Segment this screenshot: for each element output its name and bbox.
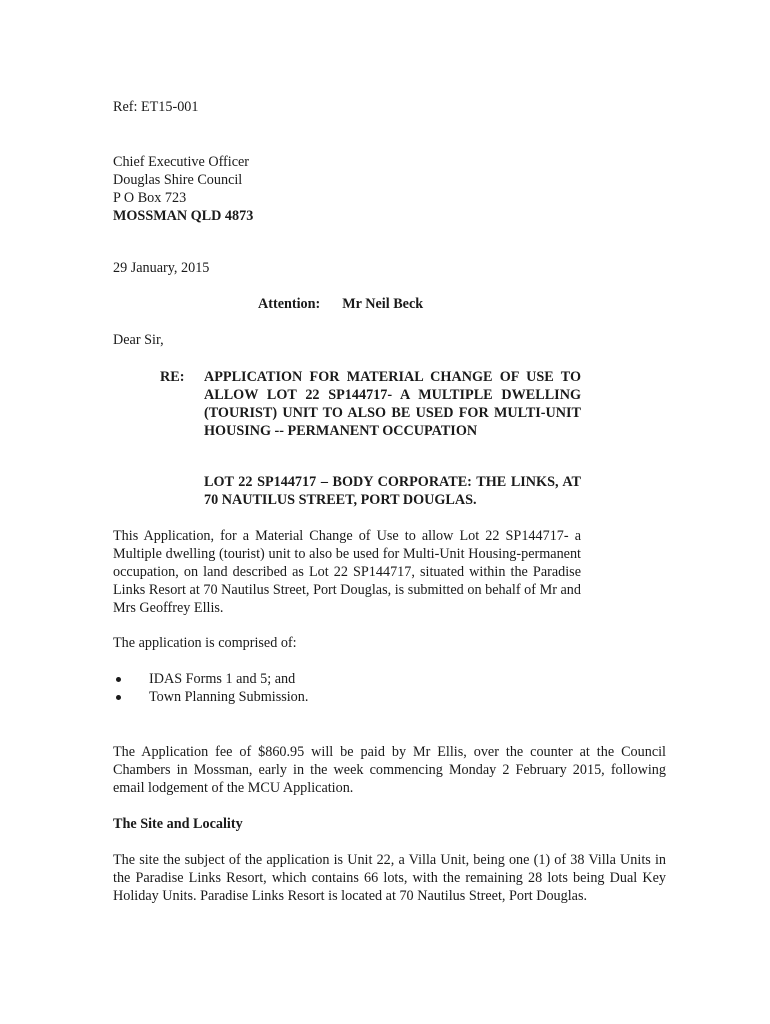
re-subject: APPLICATION FOR MATERIAL CHANGE OF USE TO ALLOW LOT 22 SP144717- A MULTIPLE DWELLING (TOURIST) UNIT TO ALSO BE USED FOR MULTI-UNIT HOUSING -- PERMANENT OCCUPATION [204,369,581,439]
bullet-icon [116,695,121,700]
attention-name: Mr Neil Beck [342,296,424,312]
attention-label: Attention: [258,296,321,312]
re-lot-description: LOT 22 SP144717 – BODY CORPORATE: THE LINKS, AT 70 NAUTILUS STREET, PORT DOUGLAS. [204,474,581,508]
list-item-text: Town Planning Submission. [149,689,309,705]
address-line-title: Chief Executive Officer [113,154,250,170]
attention-line [258,295,423,313]
list-item [113,670,308,688]
section-heading-site: The Site and Locality [113,816,243,832]
letter-date: 29 January, 2015 [113,260,210,276]
re-label: RE: [160,369,185,385]
bullet-icon [116,677,121,682]
list-item-text: IDAS Forms 1 and 5; and [149,671,296,687]
address-line-pobox: P O Box 723 [113,190,187,206]
application-components-list [113,670,308,706]
reference-number: Ref: ET15-001 [113,99,199,115]
salutation: Dear Sir, [113,332,164,348]
list-item [113,688,308,706]
fee-paragraph: The Application fee of $860.95 will be paid by Mr Ellis, over the counter at the Council Chambers in Mossman, early in the week commencing Monday 2 February 2015, following email lodgement of the MCU Application. [113,744,666,796]
site-paragraph: The site the subject of the application is Unit 22, a Villa Unit, being one (1) of 38 Villa Units in the Paradise Links Resort, which contains 66 lots, with the remaining 28 lots being Dual Key Holiday Units. Paradise Links Resort is located at 70 Nautilus Street, Port Douglas. [113,852,666,904]
recipient-address [113,153,253,225]
address-line-town: MOSSMAN QLD 4873 [113,208,254,224]
comprised-intro: The application is comprised of: [113,635,297,651]
address-line-council: Douglas Shire Council [113,172,243,188]
intro-paragraph: This Application, for a Material Change of Use to allow Lot 22 SP144717- a Multiple dwelling (tourist) unit to also be used for Multi-Unit Housing-permanent occupation, on land described as Lot 22 SP144717, situated within the Paradise Links Resort at 70 Nautilus Street, Port Douglas, is submitted on behalf of Mr and Mrs Geoffrey Ellis. [113,528,581,616]
